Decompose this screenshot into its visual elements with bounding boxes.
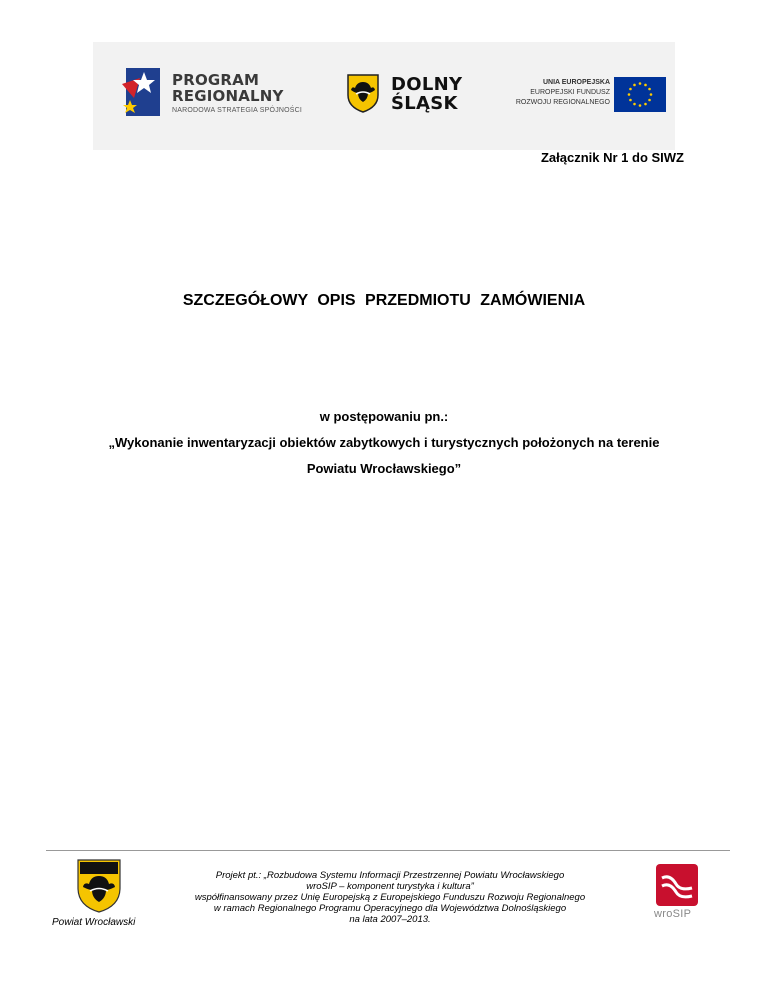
eu-star-icon: [644, 103, 647, 106]
wrosip-logo-icon: [656, 864, 698, 906]
annex-label: Załącznik Nr 1 do SIWZ: [540, 150, 684, 165]
dolny-slask-line2: ŚLĄSK: [391, 93, 458, 114]
footer-divider: [46, 850, 730, 851]
eu-star-icon: [650, 93, 653, 96]
eu-logo-line2: EUROPEJSKI FUNDUSZ: [530, 89, 610, 96]
project-line: na lata 2007–2013.: [349, 914, 431, 925]
project-line: Projekt pt.: „Rozbudowa Systemu Informacji Przestrzennej Powiatu Wrocławskiego: [215, 870, 565, 881]
eu-flag-icon: [614, 77, 666, 112]
eu-star-icon: [648, 99, 651, 102]
stars-flag-icon: [120, 64, 164, 120]
dolny-slask-logo: [346, 73, 476, 117]
task-title: [0, 430, 768, 482]
eu-logo-line3: ROZWOJU REGIONALNEGO: [515, 99, 610, 106]
page-title: SZCZEGÓŁOWY OPIS PRZEDMIOTU ZAMÓWIENIA: [182, 292, 586, 309]
unia-europejska-logo: [508, 76, 668, 116]
project-line: wroSIP – komponent turystyka i kultura”: [306, 881, 474, 892]
program-regionalny-logo: [120, 64, 320, 124]
county-name: Powiat Wrocławski: [52, 917, 136, 928]
eu-star-icon: [648, 88, 651, 91]
eagle-shield-icon: [346, 73, 380, 113]
eu-star-icon: [633, 103, 636, 106]
proceedings-label: w postępowaniu pn.:: [319, 409, 449, 424]
program-logo-line2: REGIONALNY: [172, 87, 284, 105]
program-logo-line3: NARODOWA STRATEGIA SPÓJNOŚCI: [172, 107, 303, 114]
project-line: w ramach Regionalnego Programu Operacyjnego dla Województwa Dolnośląskiego: [213, 903, 567, 914]
eu-star-icon: [629, 99, 632, 102]
eu-star-icon: [639, 104, 642, 107]
program-logo-line1: PROGRAM: [172, 71, 260, 89]
eu-star-icon: [639, 82, 642, 85]
eu-logo-line1: UNIA EUROPEJSKA: [542, 79, 610, 86]
eu-star-icon: [629, 88, 632, 91]
task-title-line1: „Wykonanie inwentaryzacji obiektów zabytkowych i turystycznych położonych na terenie: [108, 435, 660, 450]
project-line: współfinansowany przez Unię Europejską z Europejskiego Funduszu Rozwoju Regionalnego: [194, 892, 586, 903]
eu-star-icon: [644, 84, 647, 87]
task-title-line2: Powiatu Wrocławskiego”: [306, 461, 462, 476]
project-info: [165, 870, 615, 925]
wrosip-name: wroSIP: [654, 908, 692, 920]
eu-star-icon: [628, 93, 631, 96]
county-crest-icon: [76, 858, 122, 914]
wrosip-logo: [654, 864, 704, 924]
dolny-slask-line1: DOLNY: [391, 74, 463, 95]
eu-star-icon: [633, 84, 636, 87]
